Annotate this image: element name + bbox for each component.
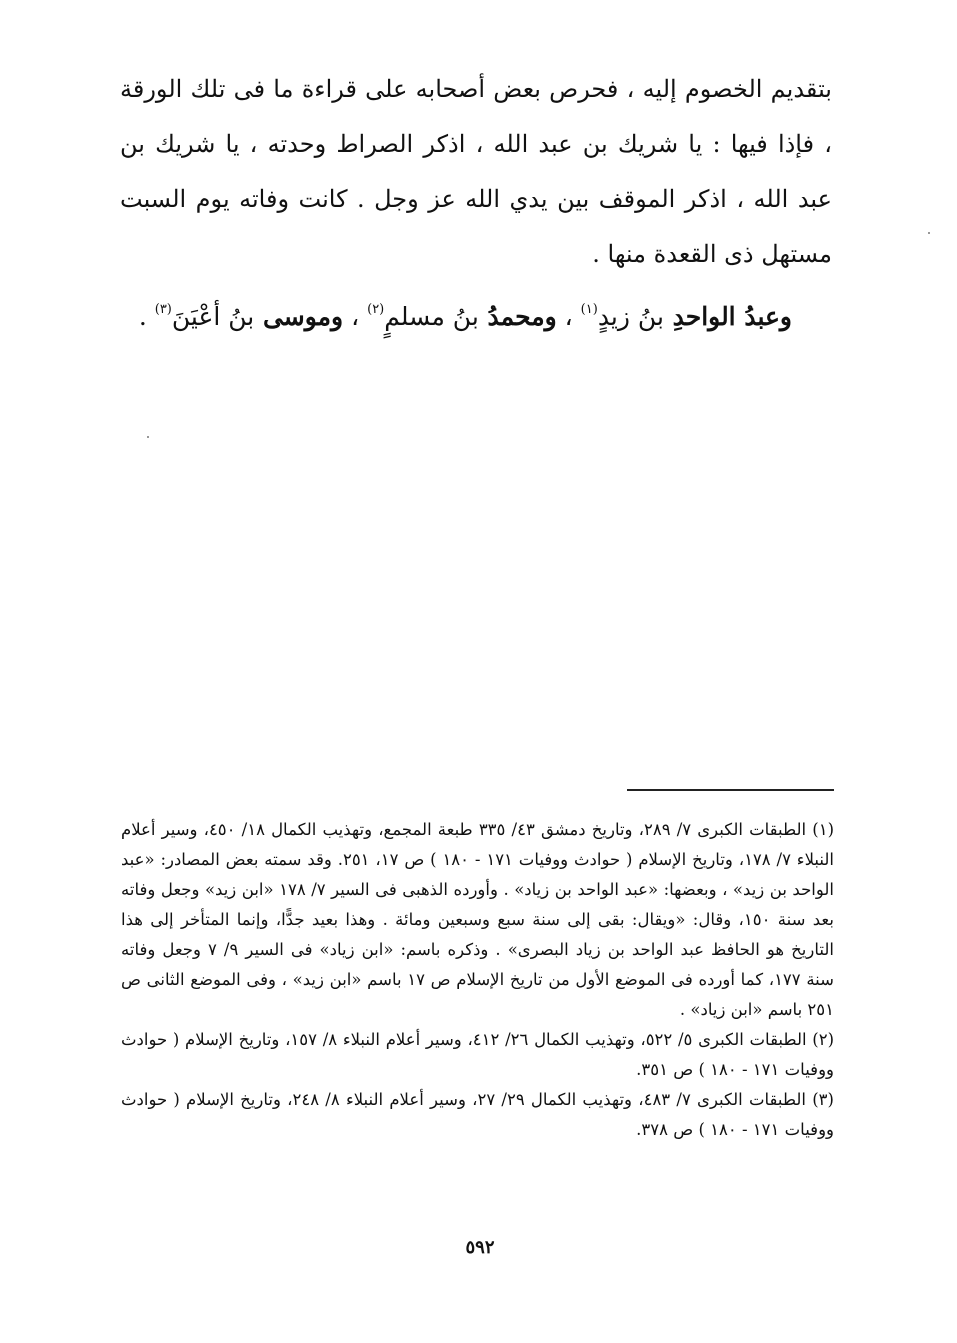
main-text (120, 62, 832, 282)
separator: ، (343, 302, 368, 331)
name-muhammad: ومحمدُ (487, 302, 557, 331)
footnote-ref-1[interactable]: (١) (580, 302, 598, 317)
name-musa-lineage: بنُ أعْيَنَ (171, 302, 255, 331)
heading-end: . (138, 302, 155, 331)
footnotes (121, 815, 834, 1145)
scan-speck (147, 436, 149, 438)
name-musa: وموسى (262, 302, 344, 331)
name-abd-al-wahid-lineage: بنُ زيدٍ (597, 302, 664, 331)
footnote-ref-3[interactable]: (٣) (154, 302, 172, 317)
page-number: ٥٩٢ (465, 1237, 495, 1258)
separator: ، (556, 302, 581, 331)
footnote-2: (٢) الطبقات الكبرى ٥/ ٥٢٢، وتهذيب الكمال ٢٦/ ٤١٢، وسير أعلام النبلاء ٨/ ١٥٧، وتاريخ الإسلام ( حوادث ووفيات ١٧١ - ١٨٠ ) ص ٣٥١. (121, 1030, 835, 1079)
name-abd-al-wahid: وعبدُ الواحدِ (672, 302, 792, 331)
footnote-ref-2[interactable]: (٢) (367, 302, 385, 317)
footnote-1: (١) الطبقات الكبرى ٧/ ٢٨٩، وتاريخ دمشق ٤٣/ ٣٣٥ طبعة المجمع، وتهذيب الكمال ١٨/ ٤٥٠، وسير أعلام النبلاء ٧/ ١٧٨، وتاريخ الإسلام ( حوادث ووفيات ١٧١ - ١٨٠ ) ص ١٧، ٢٥١. وقد سمته بعض المصادر: «عبد الواحد بن زيد» ، وبعضها: «عبد الواحد بن زياد» . وأورده الذهبى فى السير ٧/ ١٧٨ «ابن زيد» وجعل وفاته بعد سنة ١٥٠، وقال: «ويقال: بقى إلى سنة سبع وسبعين ومائة . وهذا بعيد جدًّا، وإنما المتأخر إلى هذا التاريخ هو الحافظ عبد الواحد بن زياد البصرى» . وذكره باسم: «ابن زياد» فى السير ٩/ ٧ وجعل وفاته سنة ١٧٧، كما أورده فى الموضع الأول من تاريخ الإسلام ص ١٧ باسم «ابن زيد» ، وفى الموضع الثانى ص ٢٥١ باسم «ابن زياد» . (121, 820, 834, 1019)
scan-speck (928, 232, 930, 234)
footnote-divider (627, 789, 834, 791)
names-heading (120, 288, 792, 339)
main-paragraph: بتقديم الخصوم إليه ، فحرص بعض أصحابه على قراءة ما فى تلك الورقة ، فإذا فيها : يا شريك بن عبد الله ، اذكر الصراط وحدته ، يا شريك بن عبد الله ، اذكر الموقف بين يدي الله عز وجل . كانت وفاته يوم السبت مستهل ذى القعدة منها . (120, 75, 832, 268)
name-muhammad-lineage: بنُ مسلمٍ (384, 302, 479, 331)
footnote-3: (٣) الطبقات الكبرى ٧/ ٤٨٣، وتهذيب الكمال ٢٩/ ٢٧، وسير أعلام النبلاء ٨/ ٢٤٨، وتاريخ الإسلام ( حوادث ووفيات ١٧١ - ١٨٠ ) ص ٣٧٨. (121, 1090, 834, 1139)
